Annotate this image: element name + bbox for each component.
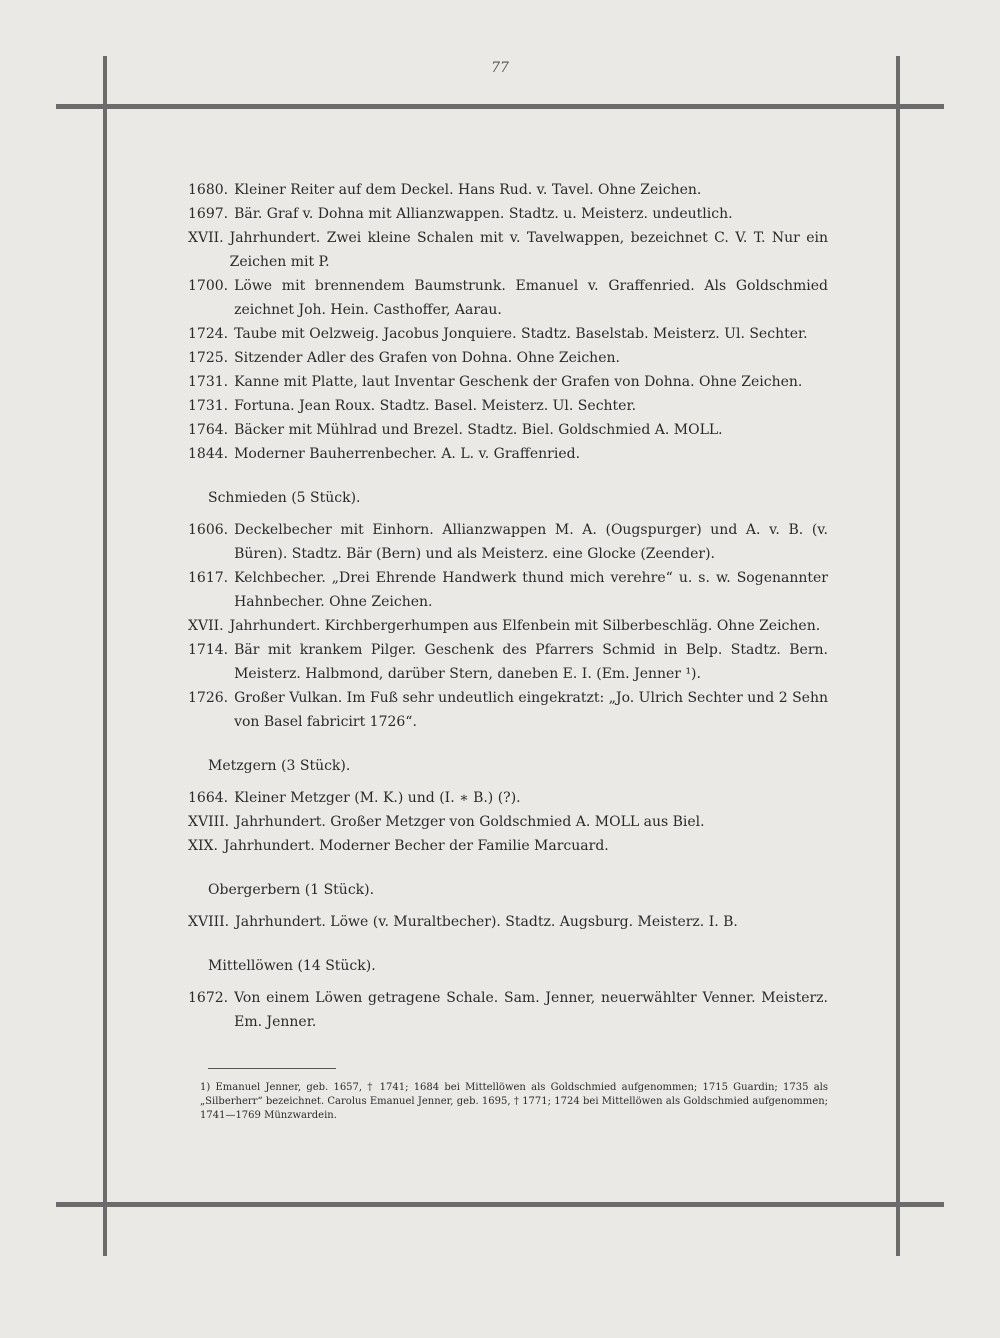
- entry-label: 1700.: [188, 278, 229, 294]
- list-item: [188, 418, 828, 442]
- entry-group: [188, 878, 828, 934]
- list-item: [188, 810, 828, 834]
- entry-label: 1844.: [188, 446, 229, 462]
- entry-text: Fortuna. Jean Roux. Stadtz. Basel. Meisterz. Ul. Sechter.: [234, 398, 637, 414]
- entry-text: Löwe mit brennendem Baumstrunk. Emanuel v. Graffenried. Als Goldschmied zeichnet Joh. Hein. Casthoffer, Aarau.: [234, 278, 828, 318]
- entry-text: Von einem Löwen getragene Schale. Sam. Jenner, neuerwählter Venner. Meisterz. Em. Jenner.: [234, 990, 828, 1030]
- entry-label: XVIII.: [188, 914, 230, 930]
- entry-group: [188, 486, 828, 734]
- list-item: [188, 518, 828, 566]
- entry-text: Kelchbecher. „Drei Ehrende Handwerk thund mich verehre“ u. s. w. Sogenannter Hahnbecher. Ohne Zeichen.: [234, 570, 828, 610]
- list-item: [188, 202, 828, 226]
- list-item: [188, 638, 828, 686]
- section-heading: Mittellöwen (14 Stück).: [208, 958, 376, 974]
- entry-text: Jahrhundert. Löwe (v. Muraltbecher). Stadtz. Augsburg. Meisterz. I. B.: [235, 914, 738, 930]
- section-heading: Metzgern (3 Stück).: [208, 758, 351, 774]
- entry-text: Jahrhundert. Zwei kleine Schalen mit v. Tavelwappen, bezeichnet C. V. T. Nur ein Zeichen mit P.: [229, 230, 828, 270]
- entry-text: Bär. Graf v. Dohna mit Allianzwappen. Stadtz. u. Meisterz. undeutlich.: [234, 206, 733, 222]
- entry-text: Bär mit krankem Pilger. Geschenk des Pfarrers Schmid in Belp. Stadtz. Bern. Meisterz. Halbmond, darüber Stern, daneben E. I. (Em. Jenner ¹).: [234, 642, 828, 682]
- entry-text: Moderner Bauherrenbecher. A. L. v. Graffenried.: [234, 446, 581, 462]
- entry-text: Großer Vulkan. Im Fuß sehr undeutlich eingekratzt: „Jo. Ulrich Sechter und 2 Sehn von Basel fabricirt 1726“.: [234, 690, 828, 730]
- section-heading: Obergerbern (1 Stück).: [208, 882, 375, 898]
- section-heading: Schmieden (5 Stück).: [208, 490, 361, 506]
- footnote: 1) Emanuel Jenner, geb. 1657, † 1741; 1684 bei Mittellöwen als Goldschmied aufgenommen; 1715 Guardin; 1735 als „Silberherr“ bezeichnet. Carolus Emanuel Jenner, geb. 1695, † 1771; 1724 bei Mittellöwen als Goldschmied aufgenommen; 1741—1769 Münzwardein.: [200, 1082, 828, 1121]
- entry-text: Kleiner Metzger (M. K.) und (I. ∗ B.) (?).: [234, 790, 521, 806]
- list-item: [188, 786, 828, 810]
- entry-label: 1697.: [188, 206, 229, 222]
- entry-label: 1680.: [188, 182, 229, 198]
- list-item: [188, 566, 828, 614]
- entry-label: XVII.: [188, 618, 224, 634]
- top-border-rule: [56, 104, 944, 109]
- right-border-rule: [896, 56, 900, 1256]
- entry-text: Kanne mit Platte, laut Inventar Geschenk der Grafen von Dohna. Ohne Zeichen.: [234, 374, 803, 390]
- list-item: [188, 322, 828, 346]
- left-border-rule: [103, 56, 107, 1256]
- entry-text: Deckelbecher mit Einhorn. Allianzwappen M. A. (Ougspurger) und A. v. B. (v. Büren). Stadtz. Bär (Bern) und als Meisterz. eine Glocke (Zeender).: [234, 522, 828, 562]
- list-item: [188, 614, 828, 638]
- footnote-divider: [208, 1068, 336, 1069]
- entry-label: 1606.: [188, 522, 229, 538]
- entry-text: Jahrhundert. Moderner Becher der Familie Marcuard.: [223, 838, 609, 854]
- entry-text: Jahrhundert. Kirchbergerhumpen aus Elfenbein mit Silberbeschläg. Ohne Zeichen.: [229, 618, 821, 634]
- entry-label: 1764.: [188, 422, 229, 438]
- entry-text: Bäcker mit Mühlrad und Brezel. Stadtz. Biel. Goldschmied A. MOLL.: [234, 422, 723, 438]
- list-item: [188, 834, 828, 858]
- entry-label: 1714.: [188, 642, 229, 658]
- list-item: [188, 442, 828, 466]
- entry-label: 1664.: [188, 790, 229, 806]
- entry-label: 1672.: [188, 990, 229, 1006]
- list-item: [188, 910, 828, 934]
- list-item: [188, 346, 828, 370]
- entry-label: 1731.: [188, 398, 229, 414]
- list-item: [188, 686, 828, 734]
- list-item: [188, 394, 828, 418]
- entry-text: Jahrhundert. Großer Metzger von Goldschmied A. MOLL aus Biel.: [235, 814, 705, 830]
- list-item: [188, 178, 828, 202]
- entry-group: [188, 754, 828, 858]
- entry-label: XVII.: [188, 230, 224, 246]
- entry-label: 1617.: [188, 570, 229, 586]
- page-content: [188, 178, 828, 1123]
- entry-text: Taube mit Oelzweig. Jacobus Jonquiere. Stadtz. Baselstab. Meisterz. Ul. Sechter.: [234, 326, 808, 342]
- entry-text: Sitzender Adler des Grafen von Dohna. Ohne Zeichen.: [234, 350, 620, 366]
- entry-label: 1731.: [188, 374, 229, 390]
- list-item: [188, 274, 828, 322]
- list-item: [188, 226, 828, 274]
- entry-label: XIX.: [188, 838, 218, 854]
- entry-group: [188, 954, 828, 1034]
- entry-label: 1725.: [188, 350, 229, 366]
- list-item: [188, 986, 828, 1034]
- list-item: [188, 370, 828, 394]
- page-number: 77: [491, 60, 509, 76]
- entry-text: Kleiner Reiter auf dem Deckel. Hans Rud. v. Tavel. Ohne Zeichen.: [234, 182, 702, 198]
- entry-group: [188, 178, 828, 466]
- bottom-border-rule: [56, 1202, 944, 1207]
- entry-label: 1724.: [188, 326, 229, 342]
- entry-label: XVIII.: [188, 814, 230, 830]
- entry-label: 1726.: [188, 690, 229, 706]
